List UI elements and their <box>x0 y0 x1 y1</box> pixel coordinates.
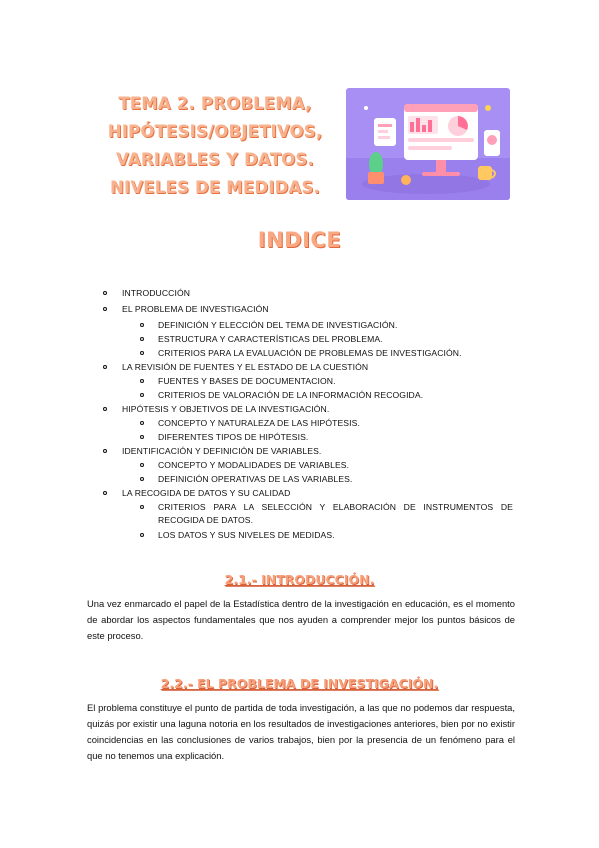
section-paragraph: El problema constituye el punto de partida de toda investigación, a las que no podemos dar respuesta, quizás por existir una laguna notoria en los resultados de investigaciones anteriores, bien por no existir coincidencias en las conclusiones de varios trabajos, bien por la presencia de un fenómeno para el que no tenemos una explicación. <box>87 702 515 761</box>
toc-item-label: LOS DATOS Y SUS NIVELES DE MEDIDAS. <box>158 530 335 540</box>
section-paragraph: Una vez enmarcado el papel de la Estadística dentro de la investigación en educación, es el momento de abordar los aspectos fundamentales que nos ayuden a comprender mejor los puntos básicos de este proceso. <box>87 598 515 641</box>
toc-subitem <box>158 501 513 527</box>
analytics-dashboard-illustration-icon <box>346 88 510 200</box>
bullet-icon <box>140 379 144 383</box>
toc-subitem <box>158 333 383 345</box>
title-line: TEMA 2. PROBLEMA, <box>118 94 312 113</box>
title-line: HIPÓTESIS/OBJETIVOS, <box>107 122 323 141</box>
toc-item-label: DIFERENTES TIPOS DE HIPÓTESIS. <box>158 432 309 442</box>
toc-subitem <box>158 417 360 429</box>
toc-item <box>122 287 190 299</box>
bullet-icon <box>140 337 144 341</box>
title-line: NIVELES DE MEDIDAS. <box>109 178 321 197</box>
toc-item-label: IDENTIFICACIÓN Y DEFINICIÓN DE VARIABLES. <box>122 446 322 456</box>
toc-item-label: LA REVISIÓN DE FUENTES Y EL ESTADO DE LA CUESTIÓN <box>122 362 369 372</box>
toc-item-label: HIPÓTESIS Y OBJETIVOS DE LA INVESTIGACIÓN. <box>122 404 330 414</box>
bullet-icon <box>140 323 144 327</box>
bullet-icon <box>140 533 144 537</box>
toc-item-label: CRITERIOS PARA LA EVALUACIÓN DE PROBLEMAS DE INVESTIGACIÓN. <box>158 348 462 358</box>
toc-item-label: FUENTES Y BASES DE DOCUMENTACION. <box>158 376 336 386</box>
title-line: VARIABLES Y DATOS. <box>116 150 314 169</box>
toc-subitem <box>158 347 462 359</box>
toc-item <box>122 487 290 499</box>
toc-item <box>122 445 321 457</box>
toc-item <box>122 361 368 373</box>
bullet-icon <box>103 307 107 311</box>
toc-subitem <box>158 431 308 443</box>
toc-item <box>122 403 329 415</box>
toc-subitem <box>158 529 335 541</box>
bullet-icon <box>103 291 107 295</box>
toc-subitem <box>158 459 349 471</box>
toc-item <box>122 303 269 315</box>
toc-item-label: ESTRUCTURA Y CARACTERÍSTICAS DEL PROBLEMA. <box>158 334 383 344</box>
bullet-icon <box>103 365 107 369</box>
bullet-icon <box>140 477 144 481</box>
bullet-icon <box>103 449 107 453</box>
toc-subitem <box>158 389 423 401</box>
toc-item-label: DEFINICIÓN Y ELECCIÓN DEL TEMA DE INVESTIGACIÓN. <box>158 320 398 330</box>
section-heading: 2.1.- INTRODUCCIÓN. <box>224 572 375 587</box>
bullet-icon <box>140 435 144 439</box>
bullet-icon <box>140 463 144 467</box>
bullet-icon <box>140 393 144 397</box>
toc-item-label: DEFINICIÓN OPERATIVAS DE LAS VARIABLES. <box>158 474 353 484</box>
section-heading: 2.2.- EL PROBLEMA DE INVESTIGACIÓN. <box>160 676 439 691</box>
toc-subitem <box>158 319 397 331</box>
toc-item-label: LA RECOGIDA DE DATOS Y SU CALIDAD <box>122 488 291 498</box>
toc-subitem <box>158 473 352 485</box>
bullet-icon <box>103 407 107 411</box>
toc-item-label: CONCEPTO Y MODALIDADES DE VARIABLES. <box>158 460 350 470</box>
toc-item-label: CRITERIOS PARA LA SELECCIÓN Y ELABORACIÓN DE INSTRUMENTOS DE RECOGIDA DE DATOS. <box>158 502 513 525</box>
toc-item-label: CONCEPTO Y NATURALEZA DE LAS HIPÓTESIS. <box>158 418 360 428</box>
toc-item-label: EL PROBLEMA DE INVESTIGACIÓN <box>122 304 269 314</box>
toc-item-label: CRITERIOS DE VALORACIÓN DE LA INFORMACIÓN RECOGIDA. <box>158 390 424 400</box>
toc-subitem <box>158 375 336 387</box>
toc-item-label: INTRODUCCIÓN <box>122 288 191 298</box>
index-heading: INDICE <box>257 228 342 252</box>
bullet-icon <box>103 491 107 495</box>
bullet-icon <box>140 505 144 509</box>
document-title <box>100 90 330 202</box>
bullet-icon <box>140 421 144 425</box>
bullet-icon <box>140 351 144 355</box>
